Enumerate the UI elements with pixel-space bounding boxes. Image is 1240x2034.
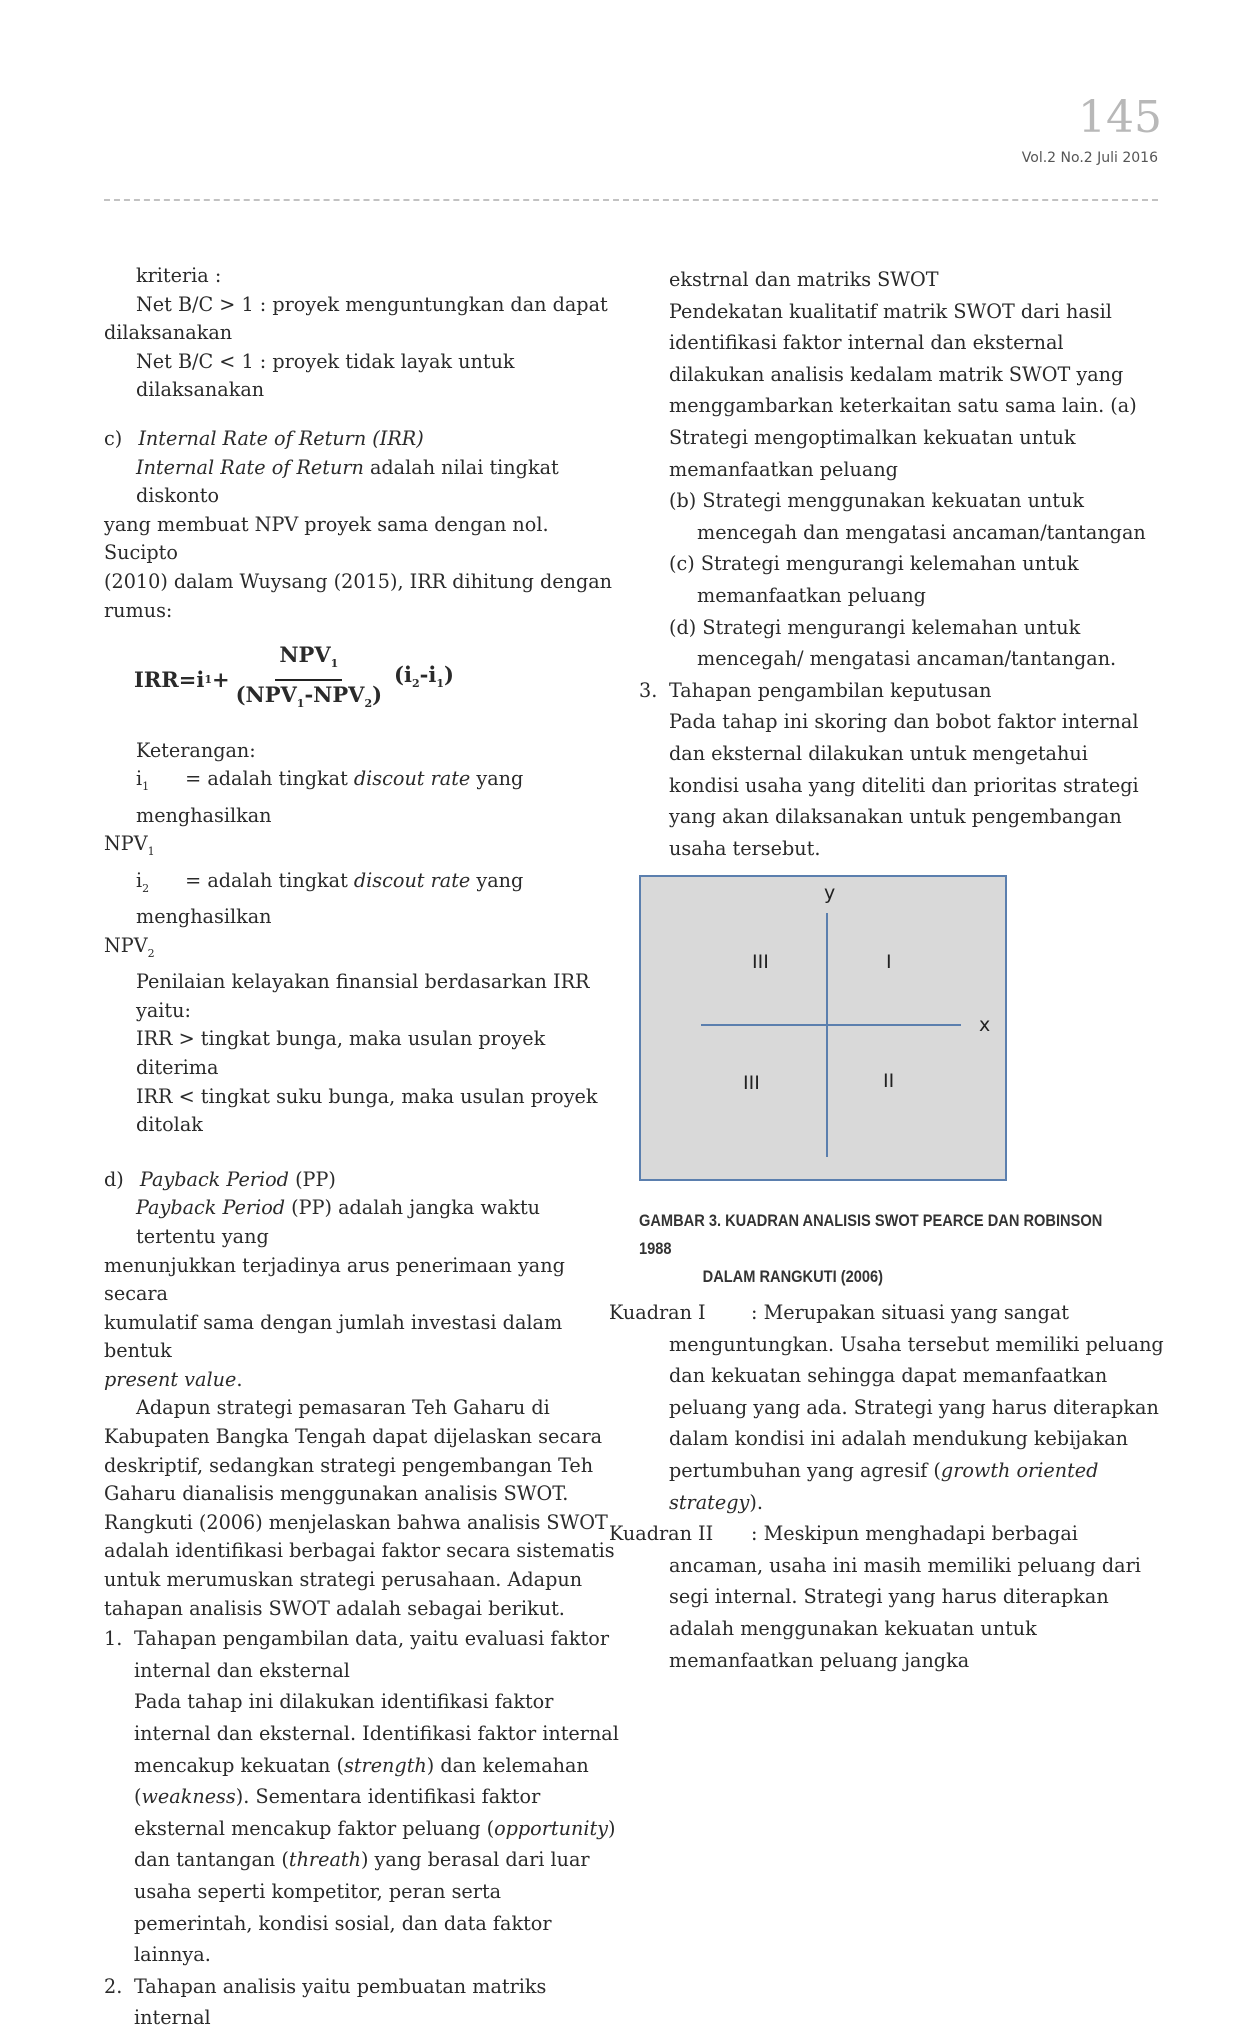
step-1 xyxy=(104,1623,624,1971)
pp-para-line1-rest: (PP) adalah jangka waktu tertentu yang xyxy=(136,1196,541,1248)
step-1-threath: threath xyxy=(288,1848,361,1872)
i1-npv xyxy=(104,830,624,866)
irr-para-line1 xyxy=(104,454,624,511)
i1-definition xyxy=(104,765,624,830)
i2-npv-sub: 2 xyxy=(147,946,155,960)
step-1-body-a: Pada tahap ini dilakukan identifikasi faktor internal dan eksternal. Identifikasi faktor internal mencakup kekuatan ( xyxy=(134,1690,619,1777)
left-column xyxy=(104,262,624,2034)
step-1-opportunity: opportunity xyxy=(494,1816,609,1840)
step-1-body-e: ) yang berasal dari luar usaha seperti kompetitor, peran serta pemerintah, kondisi sosial, dan data faktor lainnya. xyxy=(134,1848,590,1967)
i1-text-a: = adalah tingkat xyxy=(185,767,354,791)
strategy-b: (b) Strategi menggunakan kekuatan untuk mencegah dan mengatasi ancaman/tantangan xyxy=(669,489,1146,544)
formula-tail-c: ) xyxy=(443,662,454,688)
irr-heading-label: c) xyxy=(104,426,123,450)
irr-less-line: IRR < tingkat suku bunga, maka usulan proyek ditolak xyxy=(136,1084,598,1137)
irr-heading-text: Internal Rate of Return (IRR) xyxy=(138,426,424,450)
step-1-body-b: ) dan kelemahan ( xyxy=(134,1753,589,1809)
quadrant-1-text: : Merupakan situasi yang sangat menguntungkan. Usaha tersebut memiliki peluang dan kekuatan sehingga dapat memanfaatkan peluang yang ada. Strategi yang harus diterapkan dalam kondisi ini adalah mendukung kebijakan pertumbuhan yang agresif ( xyxy=(669,1301,1164,1482)
step-1-weakness: weakness xyxy=(141,1785,236,1809)
i2-npv xyxy=(104,932,624,968)
pp-para-line2: menunjukkan terjadinya arus penerimaan yang secara xyxy=(104,1253,565,1306)
pp-heading-label: d) xyxy=(104,1167,124,1191)
kriteria-label: kriteria : xyxy=(136,264,222,287)
i1-text-italic: discout rate xyxy=(353,767,471,791)
volume-info: Vol.2 No.2 Juli 2016 xyxy=(1021,150,1158,166)
i1-var: i xyxy=(136,767,143,791)
step-2-number: 2. xyxy=(104,1974,123,1998)
i1-npv-text: NPV xyxy=(104,832,148,856)
quadrant-top-left: III xyxy=(752,951,769,973)
page-number: 145 xyxy=(1078,92,1162,143)
keterangan-label: Keterangan: xyxy=(136,738,256,762)
formula-lhs-sub: 1 xyxy=(204,672,212,686)
strategy-paragraph: Adapun strategi pemasaran Teh Gaharu di Kabupaten Bangka Tengah dapat dijelaskan secara deskriptif, sedangkan strategi pengembangan Teh Gaharu dianalisis menggunakan analisis SWOT. Rangkuti (2006) menjelaskan bahwa analisis SWOT adalah identifikasi berbagai faktor secara sistematis untuk merumuskan strategi perusahaan. Adapun tahapan analisis SWOT adalah sebagai berikut. xyxy=(104,1396,615,1620)
right-column xyxy=(639,264,1159,864)
swot-axes xyxy=(641,877,1005,1179)
quadrant-1-description xyxy=(609,1297,1169,1518)
formula-tail-a: (i xyxy=(394,662,412,688)
swot-continuation: ekstrnal dan matriks SWOT xyxy=(669,268,939,291)
pp-heading-rest: (PP) xyxy=(288,1167,336,1191)
quadrant-2-description xyxy=(609,1518,1169,1676)
quadrant-1-label: Kuadran I xyxy=(609,1301,706,1324)
i1-npv-sub: 1 xyxy=(147,845,155,859)
caption-line-2: DALAM RANGKUTI (2006) xyxy=(702,1267,883,1286)
step-1-number: 1. xyxy=(104,1627,123,1651)
i1-sub: 1 xyxy=(142,780,150,794)
formula-plus: + xyxy=(211,666,230,692)
step-3-title: Tahapan pengambilan keputusan xyxy=(669,678,992,702)
formula-numerator-text: NPV xyxy=(279,642,331,668)
irr-greater-line: IRR > tingkat bunga, maka usulan proyek diterima xyxy=(136,1027,546,1079)
formula-tail-b: -i xyxy=(419,662,437,688)
pp-para-line3: kumulatif sama dengan jumlah investasi dalam bentuk xyxy=(104,1310,563,1363)
irr-para-line4: rumus: xyxy=(104,598,173,622)
pp-heading-italic: Payback Period xyxy=(139,1167,289,1191)
formula-denominator-c: ) xyxy=(372,681,383,707)
step-1-body xyxy=(134,1686,624,1970)
pp-heading xyxy=(104,1166,624,1195)
formula-denominator-a: (NPV xyxy=(235,681,297,707)
formula-numerator-sub: 1 xyxy=(330,657,339,671)
step-3-number: 3. xyxy=(639,678,658,702)
i1-text-b: yang menghasilkan xyxy=(136,767,524,827)
bc-less-line: Net B/C < 1 : proyek tidak layak untuk dilaksanakan xyxy=(136,349,515,402)
irr-formula xyxy=(134,641,624,719)
formula-fraction xyxy=(236,641,382,719)
step-3 xyxy=(639,675,1159,865)
quadrant-bottom-left: III xyxy=(743,1072,760,1094)
quadrant-bottom-right: II xyxy=(883,1070,895,1092)
formula-denominator-a-sub: 1 xyxy=(296,697,305,711)
pp-para-line4 xyxy=(104,1366,624,1395)
step-1-body-d: ) dan tantangan ( xyxy=(134,1816,616,1872)
irr-para-line1-rest: adalah nilai tingkat diskonto xyxy=(136,455,559,508)
i2-var: i xyxy=(136,868,143,892)
swot-quadrant-figure xyxy=(639,875,1007,1181)
irr-para-line3: (2010) dalam Wuysang (2015), IRR dihitung dengan xyxy=(104,569,613,593)
y-axis-label: y xyxy=(824,882,836,904)
figure-caption xyxy=(639,1207,1121,1291)
step-1-body-c: ). Sementara identifikasi faktor eksternal mencakup faktor peluang ( xyxy=(134,1785,541,1840)
step-1-title: Tahapan pengambilan data, yaitu evaluasi faktor internal dan eksternal xyxy=(134,1627,609,1682)
i2-npv-text: NPV xyxy=(104,933,148,957)
formula-tail xyxy=(394,661,454,699)
quadrant-top-right: I xyxy=(886,951,892,973)
irr-heading xyxy=(104,425,624,454)
strategy-d: (d) Strategi mengurangi kelemahan untuk mencegah/ mengatasi ancaman/tantangan. xyxy=(669,615,1117,671)
header-divider xyxy=(104,199,1158,201)
bc-greater-line: Net B/C > 1 : proyek menguntungkan dan dapat xyxy=(136,292,608,316)
step-2 xyxy=(104,1971,624,2034)
quadrant-2-text: : Meskipun menghadapi berbagai ancaman, usaha ini masih memiliki peluang dari segi internal. Strategi yang harus diterapkan adalah menggunakan kekuatan untuk memanfaatkan peluang jangka xyxy=(669,1522,1141,1672)
step-3-body: Pada tahap ini skoring dan bobot faktor internal dan eksternal dilakukan untuk mengetahui kondisi usaha yang diteliti dan prioritas strategi yang akan dilaksanakan untuk pengembangan usaha tersebut. xyxy=(669,710,1139,860)
irr-para-line2: yang membuat NPV proyek sama dengan nol. Sucipto xyxy=(104,512,549,565)
formula-tail-b-sub: 1 xyxy=(436,677,444,691)
caption-line-1: GAMBAR 3. KUADRAN ANALISIS SWOT PEARCE DAN ROBINSON 1988 xyxy=(639,1211,1103,1258)
i2-text-b: yang menghasilkan xyxy=(136,868,524,929)
irr-term: Internal Rate of Return xyxy=(136,455,364,479)
growth-strategy-term: growth oriented strategy xyxy=(669,1458,1099,1514)
pp-para-line1 xyxy=(104,1194,624,1251)
formula-tail-a-sub: 2 xyxy=(411,677,420,691)
quadrant-1-end: ). xyxy=(749,1490,763,1514)
formula-numerator xyxy=(275,641,342,681)
formula-denominator-b: -NPV xyxy=(304,681,365,707)
i2-sub: 2 xyxy=(142,881,150,895)
quadrant-descriptions xyxy=(609,1297,1169,1676)
bc-greater-cont: dilaksanakan xyxy=(104,321,233,345)
pp-para-line4-rest: . xyxy=(236,1367,243,1391)
i2-text-a: = adalah tingkat xyxy=(185,868,354,892)
formula-denominator-b-sub: 2 xyxy=(364,697,373,711)
pp-present-value: present value xyxy=(104,1367,237,1391)
i2-text-italic: discout rate xyxy=(353,868,471,892)
penilaian-line: Penilaian kelayakan finansial berdasarkan IRR yaitu: xyxy=(136,970,590,1022)
i2-definition xyxy=(104,867,624,932)
swot-approach-paragraph: Pendekatan kualitatif matrik SWOT dari hasil identifikasi faktor internal dan eksternal dilakukan analisis kedalam matrik SWOT yang menggambarkan keterkaitan satu sama lain. (a) Strategi mengoptimalkan kekuatan untuk memanfaatkan peluang xyxy=(669,299,1137,481)
step-2-title: Tahapan analisis yaitu pembuatan matriks internal xyxy=(134,1974,547,2030)
quadrant-2-label: Kuadran II xyxy=(609,1522,714,1546)
strategy-c: (c) Strategi mengurangi kelemahan untuk memanfaatkan peluang xyxy=(669,552,1079,607)
step-1-strength: strength xyxy=(343,1753,427,1777)
x-axis-label: x xyxy=(979,1014,991,1036)
pp-term: Payback Period xyxy=(136,1196,286,1220)
formula-denominator xyxy=(236,681,382,719)
formula-lhs: IRR=i xyxy=(134,666,205,692)
